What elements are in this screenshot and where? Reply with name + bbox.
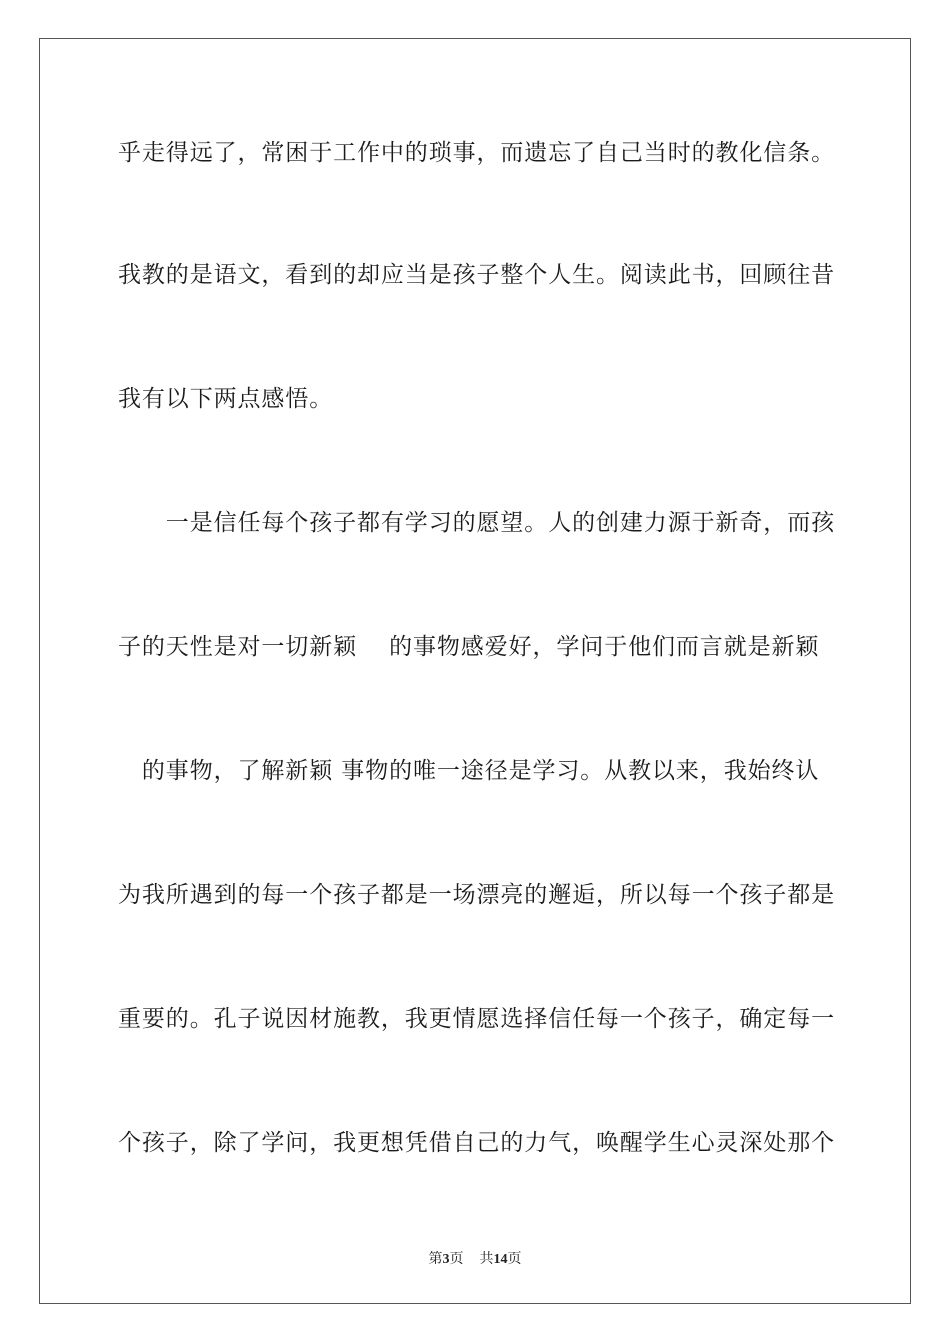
page-label-prefix: 第 [428, 1252, 443, 1267]
body-text-line: 个孩子，除了学问，我更想凭借自己的力气，唤醒学生心灵深处那个 [118, 1130, 835, 1156]
body-text-line: 我有以下两点感悟。 [118, 386, 334, 412]
body-text-line: 的事物，了解新颖 事物的唯一途径是学习。从教以来，我始终认 [118, 758, 820, 784]
page-border [39, 38, 911, 1304]
total-label-prefix: 共 [479, 1252, 494, 1267]
current-page-number: 3 [442, 1252, 450, 1267]
total-page-count: 14 [493, 1252, 508, 1267]
body-text-line: 我教的是语文，看到的却应当是孩子整个人生。阅读此书，回顾往昔 [118, 262, 835, 288]
body-text-line: 重要的。孔子说因材施教，我更情愿选择信任每一个孩子，确定每一 [118, 1006, 835, 1032]
body-text-line: 乎走得远了，常困于工作中的琐事，而遗忘了自己当时的教化信条。 [118, 140, 835, 166]
body-text-line: 为我所遇到的每一个孩子都是一场漂亮的邂逅，所以每一个孩子都是 [118, 882, 835, 908]
body-text-line: 子的天性是对一切新颖 的事物感爱好，学问于他们而言就是新颖 [118, 634, 820, 660]
total-label-suffix: 页 [507, 1252, 522, 1267]
paragraph-start-line: 一是信任每个孩子都有学习的愿望。人的创建力源于新奇，而孩 [118, 510, 835, 536]
page-label-suffix: 页 [449, 1252, 464, 1267]
page-footer [0, 1248, 950, 1268]
